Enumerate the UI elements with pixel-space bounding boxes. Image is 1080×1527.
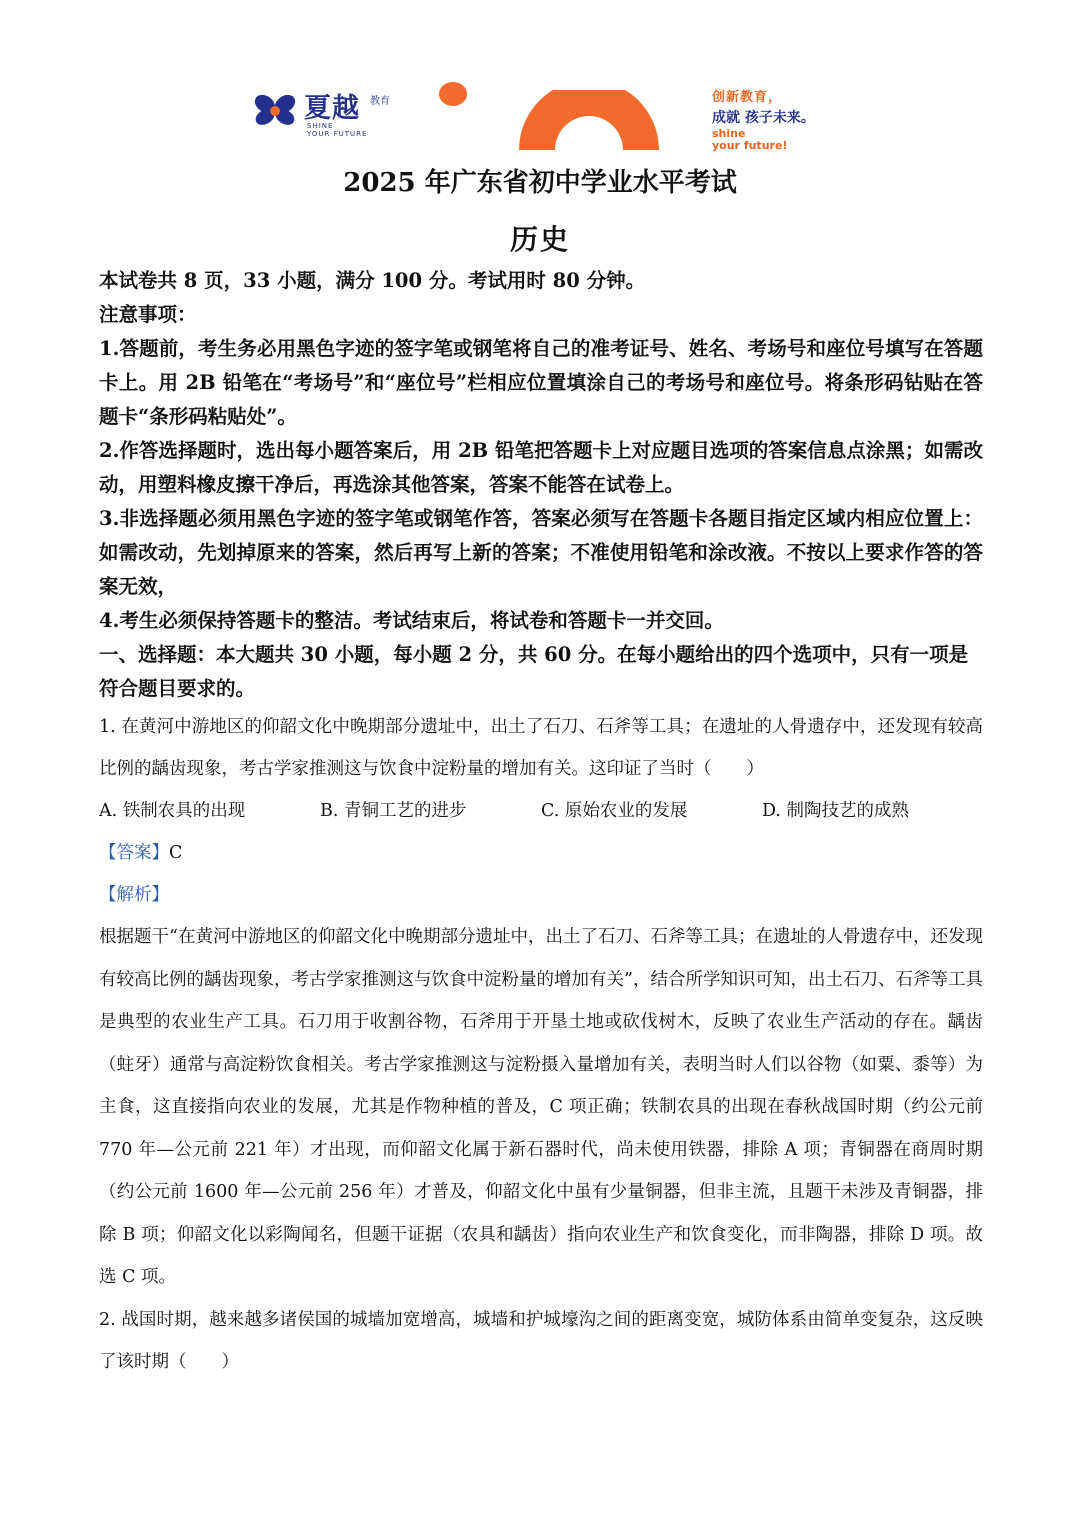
brand-en-line2: YOUR FUTURE [307, 130, 368, 138]
slogan-line4: your future! [712, 139, 788, 152]
option-a: A. 铁制农具的出现 [99, 801, 246, 821]
instructions [99, 264, 983, 638]
brand-name: 夏越 [304, 93, 360, 124]
exam-intro: 本试卷共 8 页，33 小题，满分 100 分。考试用时 80 分钟。 [99, 269, 646, 292]
flower-logo-icon [252, 90, 298, 130]
exam-subject: 历史 [509, 223, 570, 256]
notice-heading: 注意事项： [99, 303, 197, 326]
xiayue-logo [252, 84, 402, 140]
notice-item: 1.答题前，考生务必用黑色字迹的签字笔或钢笔将自己的准考证号、姓名、考场号和座位号填写在答题卡上。用 2B 铅笔在“考场号”和“座位号”栏相应位置填涂自己的考场号和座位号。将条形码钻贴在答题卡“条形码粘贴处”。 [99, 337, 983, 428]
question-2 [99, 1299, 983, 1383]
page-header [0, 0, 1080, 150]
slogan-line3: shine [712, 127, 746, 140]
section-heading: 一、选择题：本大题共 30 小题，每小题 2 分，共 60 分。在每小题给出的四个选项中，只有一项是符合题目要求的。 [99, 643, 969, 700]
question-stem: 2. 战国时期，越来越多诸侯国的城墙加宽增高，城墙和护城壕沟之间的距离变宽，城防体系由简单变复杂，这反映了该时期（ ） [99, 1309, 983, 1372]
notice-item: 3.非选择题必须用黑色字迹的签字笔或钢笔作答，答案必须写在答题卡各题目指定区域内相应位置上：如需改动，先划掉原来的答案，然后再写上新的答案；不准使用铅笔和涂改液。不按以上要求作答的答案无效， [99, 507, 983, 598]
orange-dot-decoration [439, 82, 467, 106]
slogan-line1: 创新教育， [712, 90, 783, 105]
brand-sub: 教育 [370, 96, 390, 107]
option-c: C. 原始农业的发展 [541, 801, 688, 821]
question-1 [99, 706, 983, 1299]
option-d: D. 制陶技艺的成熟 [762, 801, 910, 821]
analysis-text: 根据题干“在黄河中游地区的仰韶文化中晚期部分遗址中，出土了石刀、石斧等工具；在遗址的人骨遗存中，还发现有较高比例的龋齿现象，考古学家推测这与饮食中淀粉量的增加有关”，结合所学知识可知，出土石刀、石斧等工具是典型的农业生产工具。石刀用于收割谷物，石斧用于开垦土地或砍伐树木，反映了农业生产活动的存在。龋齿（蛀牙）通常与高淀粉饮食相关。考古学家推测这与淀粉摄入量增加有关，表明当时人们以谷物（如粟、黍等）为主食，这直接指向农业的发展，尤其是作物种植的普及，C 项正确；铁制农具的出现在春秋战国时期（约公元前 770 年—公元前 221 年）才出现，而仰韶文化属于新石器时代，尚未使用铁器，排除 A 项；青铜器在商周时期（约公元前 1600 年—公元前 256 年）才普及，仰韶文化中虽有少量铜器，但非主流，且题干未涉及青铜器，排除 B 项；仰韶文化以彩陶闻名，但题干证据（农具和龋齿）指向农业生产和饮食变化，而非陶器，排除 D 项。故选 C 项。 [99, 927, 983, 1287]
question-stem: 1. 在黄河中游地区的仰韶文化中晚期部分遗址中，出土了石刀、石斧等工具；在遗址的人骨遗存中，还发现有较高比例的龋齿现象，考古学家推测这与饮食中淀粉量的增加有关。这印证了当时（ ） [99, 717, 983, 779]
notice-item: 2.作答选择题时，选出每小题答案后，用 2B 铅笔把答题卡上对应题目选项的答案信息点涂黑；如需改动，用塑料橡皮擦干净后，再选涂其他答案，答案不能答在试卷上。 [99, 439, 983, 496]
slogan-block [712, 86, 815, 151]
question-options [99, 790, 983, 832]
option-b: B. 青铜工艺的进步 [320, 801, 467, 821]
answer-line [99, 832, 983, 874]
analysis-tag: 【解析】 [99, 885, 169, 905]
exam-content [99, 264, 983, 1383]
answer-tag: 【答案】 [99, 843, 169, 863]
brand-en-line1: SHINE [307, 122, 334, 130]
notice-item: 4.考生必须保持答题卡的整洁。考试结束后，将试卷和答题卡一并交回。 [99, 609, 724, 632]
slogan-line2: 成就 孩子未来。 [712, 110, 815, 126]
answer-value: C [169, 843, 183, 863]
exam-title: 2025 年广东省初中学业水平考试 [343, 168, 737, 198]
analysis-heading [99, 874, 983, 916]
orange-arch-decoration [519, 90, 659, 150]
